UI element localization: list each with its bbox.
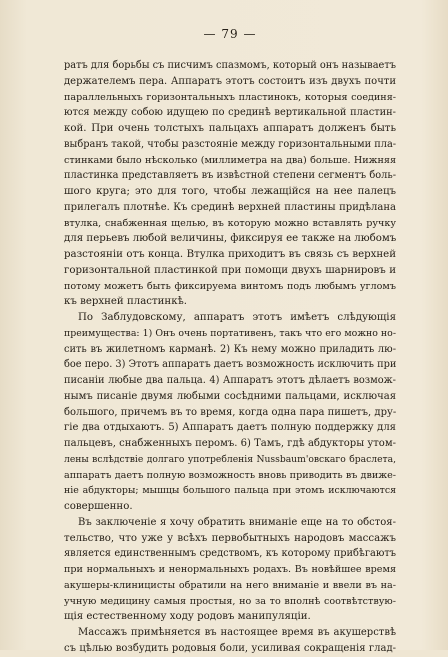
- text-line: бое перо. 3) Этотъ аппаратъ даетъ возможность исключить при: [64, 359, 396, 371]
- text-line: съ цѣлью возбудить родовыя боли, усиливая сокращенія глад-: [64, 642, 396, 654]
- text-line: для перьевъ любой величины, фиксируя ее также на любомъ: [64, 233, 396, 245]
- text-line: писаніи любые два пальца. 4) Аппаратъ этотъ дѣлаетъ возмож-: [64, 375, 396, 386]
- text-line: аппаратъ даетъ полную возможность вновь приводить въ движе-: [64, 469, 396, 481]
- text-line: тельство, что уже у всѣхъ первобытныхъ народовъ массажъ: [64, 532, 396, 544]
- text-line: выбранъ такой, чтобы разстояніе между горизонтальными пла-: [64, 138, 396, 150]
- text-line: Массажъ примѣняется въ настоящее время въ акушерствѣ: [78, 627, 396, 638]
- text-line: держателемъ пера. Аппаратъ этотъ состоитъ изъ двухъ почти: [64, 75, 396, 87]
- text-line: параллельныхъ горизонтальныхъ пластинокъ, которыя соединя-: [64, 91, 396, 103]
- text-line: стинками было нѣсколько (миллиметра на два) больше. Нижняя: [64, 154, 396, 166]
- text-line: акушеры-клиницисты обратили на него вниманіе и ввели въ на-: [64, 579, 396, 591]
- text-line: преимущества: 1) Онъ очень портативенъ, такъ что его можно но-: [64, 327, 396, 339]
- text-line: шого круга; это для того, чтобы лежащійся на нее палецъ: [64, 186, 396, 197]
- text-line: гіе два отдыхаютъ. 5) Аппаратъ даетъ полную поддержку для: [64, 422, 396, 434]
- text-line: ются между собою идущею по срединѣ вертикальной пластин-: [64, 107, 396, 119]
- text-line: горизонтальной пластинкой при помощи двухъ шарнировъ и: [64, 264, 396, 276]
- text-line: большого, причемъ въ то время, когда одна пара пишетъ, дру-: [64, 406, 396, 418]
- text-line: втулка, снабженная щелью, въ которую можно вставлять ручку: [64, 217, 396, 229]
- text-line: пластинка представляетъ въ извѣстной степени сегментъ боль-: [64, 170, 396, 182]
- text-line: потому можетъ быть фиксируема винтомъ подъ любымъ угломъ: [64, 280, 396, 292]
- text-line: разстояніи отъ конца. Втулка приходитъ въ связь съ верхней: [64, 249, 396, 260]
- text-line: ніе абдукторы; мышцы большого пальца при этомъ исключаются: [64, 485, 396, 497]
- text-line: Въ заключеніе я хочу обратить вниманіе еще на то обстоя-: [78, 516, 396, 528]
- text-line: пальцевъ, снабженныхъ перомъ. 6) Тамъ, гдѣ абдукторы утом-: [64, 438, 396, 449]
- text-line: кой. При очень толстыхъ пальцахъ аппаратъ долженъ быть: [64, 123, 396, 134]
- text-line: прилегалъ плотнѣе. Къ срединѣ верхней пластины придѣлана: [64, 201, 396, 213]
- text-line: учную медицину самыя простыя, но за то вполнѣ соотвѣтствую-: [64, 595, 396, 607]
- text-line: къ верхней пластинкѣ.: [64, 296, 187, 308]
- text-line: лены вслѣдствіе долгаго употребленія Nussbaum'овскаго браслета,: [64, 453, 396, 465]
- text-line: нымъ писаніе двумя любыми сосѣдними пальцами, исключая: [64, 390, 396, 402]
- text-line: сить въ жилетномъ карманѣ. 2) Къ нему можно приладить лю-: [64, 343, 396, 355]
- text-line: По Заблудовскому, аппаратъ этотъ имѣетъ слѣдующія: [78, 312, 396, 323]
- text-line: при нормальныхъ и ненормальныхъ родахъ. Въ новѣйшее время: [64, 564, 396, 575]
- text-line: совершенно.: [64, 501, 133, 512]
- text-line: щія естественному ходу родовъ манипуляціи.: [64, 611, 311, 623]
- text-line: является единственнымъ средствомъ, къ которому прибѣгаютъ: [64, 548, 396, 560]
- page-number: — 79 —: [203, 27, 257, 41]
- text-line: ратъ для борьбы съ писчимъ спазмомъ, который онъ называетъ: [64, 60, 396, 71]
- body-text: [64, 58, 396, 657]
